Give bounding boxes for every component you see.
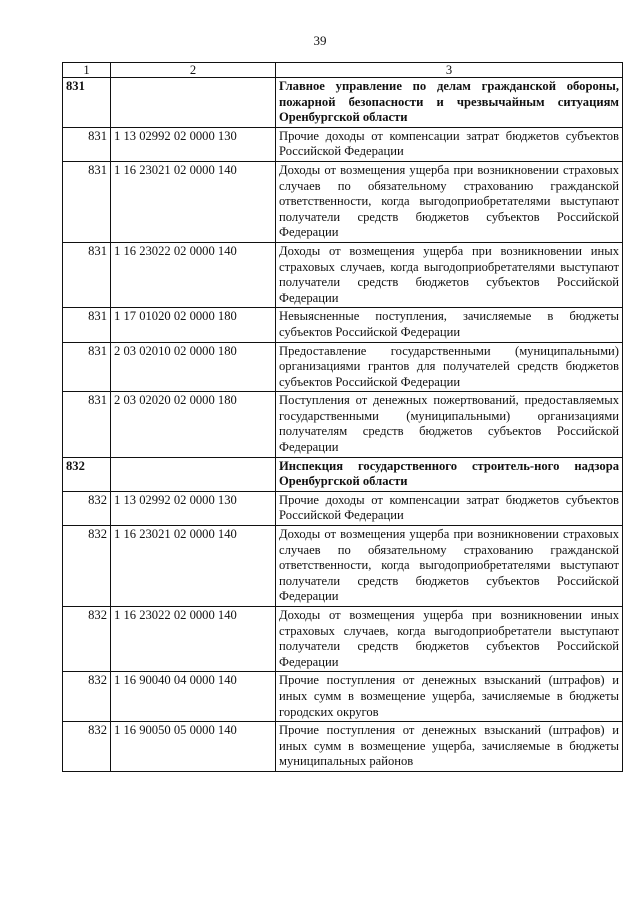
description-cell: Инспекция государственного строитель-ного надзора Оренбургской области <box>276 457 623 491</box>
table-row <box>63 491 623 525</box>
budget-code-cell: 1 16 23021 02 0000 140 <box>111 526 276 607</box>
budget-code-cell: 1 16 90040 04 0000 140 <box>111 672 276 722</box>
table-row <box>63 342 623 392</box>
admin-code-cell: 831 <box>63 342 111 392</box>
budget-code-cell: 2 03 02010 02 0000 180 <box>111 342 276 392</box>
budget-code-cell: 2 03 02020 02 0000 180 <box>111 392 276 457</box>
admin-code-cell: 831 <box>63 127 111 161</box>
admin-code-cell: 832 <box>63 672 111 722</box>
table-row <box>63 722 623 772</box>
budget-code-cell <box>111 457 276 491</box>
admin-code-cell: 831 <box>63 78 111 128</box>
column-header-2: 2 <box>111 63 276 78</box>
admin-code-cell: 832 <box>63 607 111 672</box>
admin-code-cell: 831 <box>63 161 111 242</box>
description-cell: Предоставление государственными (муниципальными) организациями грантов для получателей средств бюджетов субъектов Российской Федерации <box>276 342 623 392</box>
table-row <box>63 161 623 242</box>
description-cell: Доходы от возмещения ущерба при возникновении иных страховых случаев, когда выгодоприобретателями выступают получатели средств бюджетов субъектов Российской Федерации <box>276 242 623 307</box>
budget-revenue-table <box>62 62 623 772</box>
table-row <box>63 242 623 307</box>
table-row <box>63 526 623 607</box>
column-header-3: 3 <box>276 63 623 78</box>
description-cell: Поступления от денежных пожертвований, предоставляемых государственными (муниципальными) организациями получателям средств бюджетов субъектов Российской Федерации <box>276 392 623 457</box>
admin-code-cell: 832 <box>63 722 111 772</box>
table-row <box>63 392 623 457</box>
admin-code-cell: 832 <box>63 526 111 607</box>
description-cell: Доходы от возмещения ущерба при возникновении иных страховых случаев, когда выгодоприобретатели выступают получатели средств бюджетов субъектов Российской Федерации <box>276 607 623 672</box>
budget-code-cell: 1 16 90050 05 0000 140 <box>111 722 276 772</box>
description-cell: Прочие доходы от компенсации затрат бюджетов субъектов Российской Федерации <box>276 127 623 161</box>
table-row <box>63 672 623 722</box>
budget-code-cell: 1 13 02992 02 0000 130 <box>111 491 276 525</box>
budget-code-cell <box>111 78 276 128</box>
table-row <box>63 308 623 342</box>
budget-code-cell: 1 17 01020 02 0000 180 <box>111 308 276 342</box>
admin-code-cell: 832 <box>63 457 111 491</box>
budget-code-cell: 1 16 23021 02 0000 140 <box>111 161 276 242</box>
table-row <box>63 127 623 161</box>
budget-code-cell: 1 13 02992 02 0000 130 <box>111 127 276 161</box>
admin-code-cell: 832 <box>63 491 111 525</box>
description-cell: Доходы от возмещения ущерба при возникновении страховых случаев по обязательному страхованию гражданской ответственности, когда выгодоприобретателями выступают получатели средств бюджетов субъектов Российской Федерации <box>276 526 623 607</box>
page-number: 39 <box>313 33 327 48</box>
table-section-row <box>63 457 623 491</box>
admin-code-cell: 831 <box>63 242 111 307</box>
description-cell: Доходы от возмещения ущерба при возникновении страховых случаев по обязательному страхованию гражданской ответственности, когда выгодоприобретателями выступают получатели средств бюджетов субъектов Российской Федерации <box>276 161 623 242</box>
description-cell: Главное управление по делам гражданской обороны, пожарной безопасности и чрезвычайным ситуациям Оренбургской области <box>276 78 623 128</box>
table-section-row <box>63 78 623 128</box>
description-cell: Прочие поступления от денежных взысканий (штрафов) и иных сумм в возмещение ущерба, зачисляемые в бюджеты муниципальных районов <box>276 722 623 772</box>
budget-code-cell: 1 16 23022 02 0000 140 <box>111 607 276 672</box>
description-cell: Прочие доходы от компенсации затрат бюджетов субъектов Российской Федерации <box>276 491 623 525</box>
table-row <box>63 607 623 672</box>
admin-code-cell: 831 <box>63 308 111 342</box>
table-header-row <box>63 63 623 78</box>
description-cell: Прочие поступления от денежных взысканий (штрафов) и иных сумм в возмещение ущерба, зачисляемые в бюджеты городских округов <box>276 672 623 722</box>
admin-code-cell: 831 <box>63 392 111 457</box>
budget-code-cell: 1 16 23022 02 0000 140 <box>111 242 276 307</box>
description-cell: Невыясненные поступления, зачисляемые в бюджеты субъектов Российской Федерации <box>276 308 623 342</box>
column-header-1: 1 <box>63 63 111 78</box>
